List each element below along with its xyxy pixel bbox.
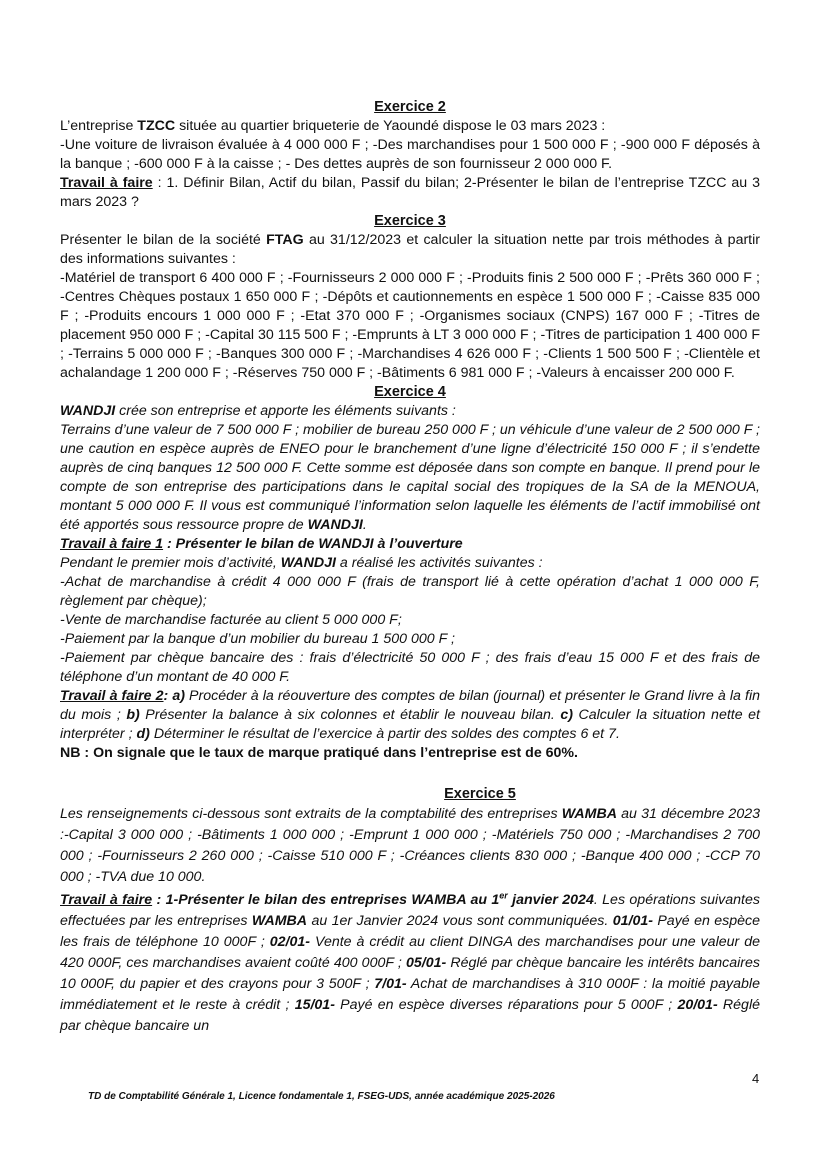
exercise-4-task-2: Travail à faire 2: a) Procéder à la réouverture des comptes de bilan (journal) et présenter le Grand livre à la fin du mois ; b) Présenter la balance à six colonnes et établir le nouveau bilan. c) Calculer la situation nette et interpréter ; d) Déterminer le résultat de l’exercice à partir des soldes des comptes 6 et 7.: [60, 688, 761, 742]
exercise-5-title: Exercice 5: [444, 786, 516, 802]
exercise-2-task: Travail à faire : 1. Définir Bilan, Actif du bilan, Passif du bilan; 2-Présenter le bilan de l’entreprise TZCC au 3 mars 2023 ?: [60, 175, 760, 210]
exercise-2-intro: L’entreprise TZCC située au quartier briqueterie de Yaoundé dispose le 03 mars 2023 :: [60, 118, 606, 134]
exercise-4-intro: WANDJI crée son entreprise et apporte les éléments suivants :: [60, 403, 456, 419]
exercise-2-title: Exercice 2: [374, 99, 446, 115]
exercise-4-op-4: -Paiement par chèque bancaire des : frais d’électricité 50 000 F ; des frais d’eau 15 000 F et des frais de téléphone d’un montant de 40 000 F.: [60, 650, 760, 685]
exercise-4-body: Terrains d’une valeur de 7 500 000 F ; mobilier de bureau 250 000 F ; un véhicule d’une valeur de 2 500 000 F ; une caution en espèce auprès de ENEO pour le branchement d’une ligne d’électricité 150 000 F ; il s’endette auprès de cinq banques 12 500 000 F. Cette somme est déposée dans son compte en banque. Il prend pour le compte de son entreprise des participations dans le capital social des tropiques de la SA de la MENOUA, montant 5 000 000 F. Il vous est communiqué l’information selon laquelle les éléments de l’actif immobilisé ont été apportés sous ressource propre de WANDJI.: [60, 422, 760, 533]
exercise-4-title: Exercice 4: [374, 384, 446, 400]
page-footer: TD de Comptabilité Générale 1, Licence fondamentale 1, FSEG-UDS, année académique 2025-2026: [88, 1091, 555, 1102]
exercise-4-op-1: -Achat de marchandise à crédit 4 000 000 F (frais de transport lié à cette opération d’achat 1 000 000 F, règlement par chèque);: [60, 574, 760, 609]
exercise-2-items: -Une voiture de livraison évaluée à 4 000 000 F ; -Des marchandises pour 1 500 000 F ; -900 000 F déposés à la banque ; -600 000 F à la caisse ; - Des dettes auprès de son fournisseur 2 000 000 F.: [60, 137, 760, 172]
document-page: [60, 98, 760, 1037]
exercise-4-nb: NB : On signale que le taux de marque pratiqué dans l’entreprise est de 60%.: [60, 745, 578, 761]
exercise-4-op-2: -Vente de marchandise facturée au client 5 000 000 F;: [60, 612, 402, 628]
exercise-5-task: Travail à faire : 1-Présenter le bilan des entreprises WAMBA au 1er janvier 2024. Les opérations suivantes effectuées par les entreprises WAMBA au 1er Janvier 2024 vous sont communiquées. 01/01- Payé en espèce les frais de téléphone 10 000F ; 02/01- Vente à crédit au client DINGA des marchandises pour une valeur de 420 000F, ces marchandises avaient coûté 400 000F ; 05/01- Réglé par chèque bancaire les intérêts bancaires 10 000F, du papier et des crayons pour 3 500F ; 7/01- Achat de marchandises à 310 000F : la moitié payable immédiatement et le reste à crédit ; 15/01- Payé en espèce diverses réparations pour 5 000F ; 20/01- Réglé par chèque bancaire un: [60, 890, 760, 1034]
exercise-4-op-3: -Paiement par la banque d’un mobilier du bureau 1 500 000 F ;: [60, 631, 455, 647]
exercise-4-month: Pendant le premier mois d’activité, WANDJI a réalisé les activités suivantes :: [60, 555, 543, 571]
exercise-5-intro: Les renseignements ci-dessous sont extraits de la comptabilité des entreprises WAMBA au 31 décembre 2023 :-Capital 3 000 000 ; -Bâtiments 1 000 000 ; -Emprunt 1 000 000 ; -Matériels 750 000 ; -Marchandises 2 700 000 ; -Fournisseurs 2 260 000 ; -Caisse 510 000 F ; -Créances clients 830 000 ; -Banque 400 000 ; -CCP 70 000 ; -TVA due 10 000.: [60, 806, 760, 885]
exercise-3-intro: Présenter le bilan de la société FTAG au 31/12/2023 et calculer la situation nette par trois méthodes à partir des informations suivantes :: [60, 232, 761, 267]
exercise-3-items: -Matériel de transport 6 400 000 F ; -Fournisseurs 2 000 000 F ; -Produits finis 2 500 000 F ; -Prêts 360 000 F ; -Centres Chèques postaux 1 650 000 F ; -Dépôts et cautionnements en espèce 1 500 000 F ; -Caisse 835 000 F ; -Produits encours 1 000 000 F ; -Etat 370 000 F ; -Organismes sociaux (CNPS) 167 000 F ; -Titres de placement 950 000 F ; -Capital 30 115 500 F ; -Emprunts à LT 3 000 000 F ; -Titres de participation 1 400 000 F ; -Terrains 5 000 000 F ; -Banques 300 000 F ; -Marchandises 4 626 000 F ; -Clients 1 500 500 F ; -Clientèle et achalandage 1 200 000 F ; -Réserves 750 000 F ; -Bâtiments 6 981 000 F ; -Valeurs à encaisser 200 000 F.: [60, 270, 760, 381]
page-number: 4: [752, 1071, 760, 1086]
exercise-3-title: Exercice 3: [374, 213, 446, 229]
exercise-4-task-1: Travail à faire 1 : Présenter le bilan de WANDJI à l’ouverture: [60, 536, 463, 552]
